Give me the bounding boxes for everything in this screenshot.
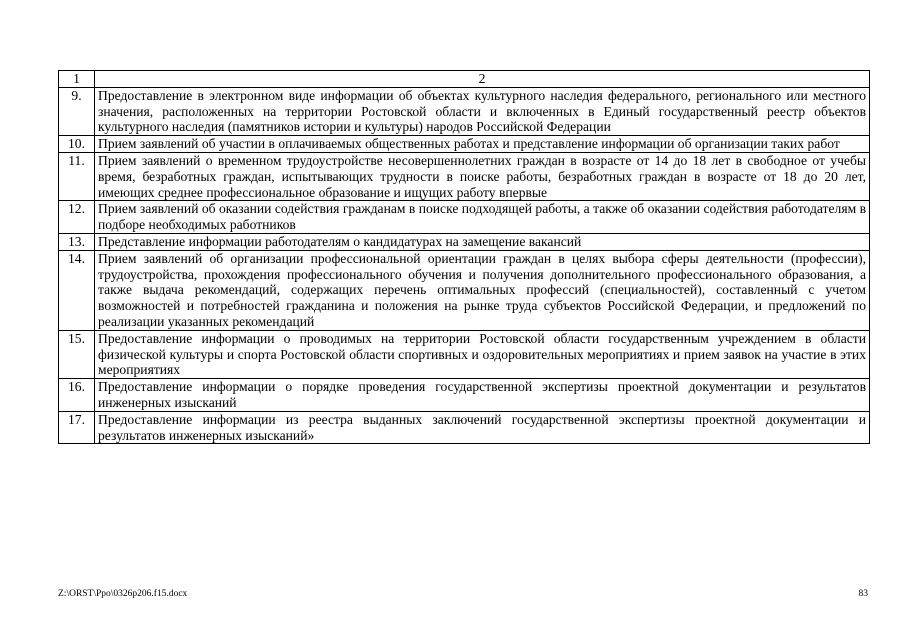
row-text: Прием заявлений об организации профессиональной ориентации граждан в целях выбора сферы деятельности (профессии), трудоустройства, прохождения профессионального обучения и получения дополнительного профессионального образования, а также выдача рекомендаций, содержащих перечень оптимальных профессий (специальностей), составленный с учетом возможностей и потребностей гражданина и положения на рынке труда субъектов Российской Федерации, и предложений по реализации указанных рекомендаций <box>95 250 870 330</box>
row-text: Предоставление информации о проводимых на территории Ростовской области государственным учреждением в области физической культуры и спорта Ростовской области спортивных и оздоровительных мероприятиях и прием заявок на участие в этих мероприятиях <box>95 330 870 378</box>
table-row <box>59 379 870 412</box>
table-row <box>59 330 870 378</box>
table-row <box>59 411 870 444</box>
table-row <box>59 250 870 330</box>
header-col-1: 1 <box>59 71 95 88</box>
row-number: 13. <box>59 233 95 250</box>
footer-page-number: 83 <box>858 589 868 599</box>
row-number: 14. <box>59 250 95 330</box>
table-row <box>59 152 870 200</box>
table-row <box>59 201 870 234</box>
row-text: Прием заявлений об оказании содействия гражданам в поиске подходящей работы, а также об оказании содействия работодателям в подборе необходимых работников <box>95 201 870 234</box>
row-text: Предоставление информации о порядке проведения государственной экспертизы проектной документации и результатов инженерных изысканий <box>95 379 870 412</box>
row-text: Представление информации работодателям о кандидатурах на замещение вакансий <box>95 233 870 250</box>
table-header-row <box>59 71 870 88</box>
row-text: Прием заявлений об участии в оплачиваемых общественных работах и представление информации об организации таких работ <box>95 136 870 153</box>
row-number: 10. <box>59 136 95 153</box>
row-number: 15. <box>59 330 95 378</box>
row-text: Предоставление информации из реестра выданных заключений государственной экспертизы проектной документации и результатов инженерных изысканий» <box>95 411 870 444</box>
row-text: Предоставление в электронном виде информации об объектах культурного наследия федерального, регионального или местного значения, расположенных на территории Ростовской области и включенных в Единый государственный реестр объектов культурного наследия (памятников истории и культуры) народов Российской Федерации <box>95 87 870 135</box>
header-col-2: 2 <box>95 71 870 88</box>
footer-file-path: Z:\ORST\Ppo\0326p206.f15.docx <box>58 589 188 599</box>
row-number: 16. <box>59 379 95 412</box>
table-row <box>59 233 870 250</box>
row-number: 12. <box>59 201 95 234</box>
row-number: 9. <box>59 87 95 135</box>
row-number: 11. <box>59 152 95 200</box>
table-row <box>59 136 870 153</box>
row-number: 17. <box>59 411 95 444</box>
row-text: Прием заявлений о временном трудоустройстве несовершеннолетних граждан в возрасте от 14 до 18 лет в свободное от учебы время, безработных граждан, испытывающих трудности в поиске работы, безработных граждан в возрасте от 18 до 20 лет, имеющих среднее профессиональное образование и ищущих работу впервые <box>95 152 870 200</box>
table-row <box>59 87 870 135</box>
services-table <box>58 70 870 444</box>
